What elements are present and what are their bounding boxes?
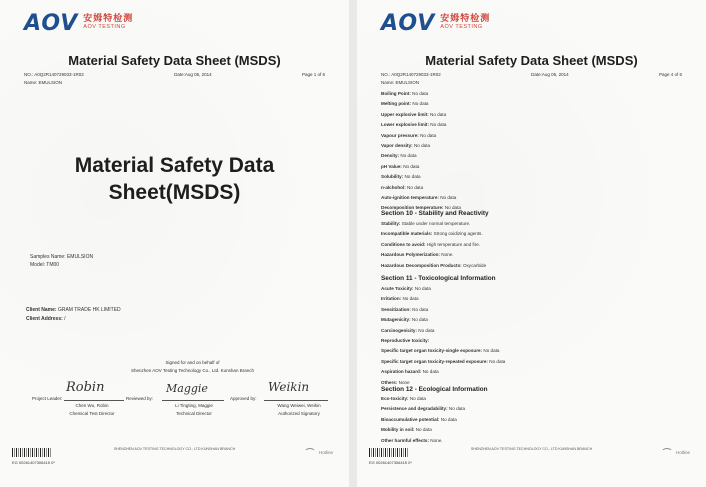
property-value: No data [448,406,466,412]
property-value: No data [403,163,420,169]
property-label: Hazardous Polymerization: [381,252,440,258]
property-value: High temperature and fire. [426,241,481,247]
barcode-number: EG 00261407306415 0* [12,460,55,465]
aov-logo [381,13,490,35]
client-address-label: Client Address: [26,316,63,322]
property-value: No data [412,101,429,107]
logo-mark: AOV [24,11,79,36]
document-page-4 [357,0,706,487]
property-label: Melting point: [381,101,412,107]
property-row [381,296,505,306]
property-row [381,338,505,348]
document-title: Material Safety Data Sheet (MSDS) [425,53,638,68]
property-row [381,263,486,273]
property-value: No data [489,358,506,364]
signatory-name: Wang Weiwei, Weikin [277,403,321,408]
footer-company: SHENZHEN AOV TESTING TECHNOLOGY CO., LTD KUNSHAN BRANCH [470,447,593,451]
property-row [381,396,465,406]
property-label: Eco-toxicity: [381,396,409,401]
section-12-list [381,396,465,448]
report-number: NO.: A0Q2R140729033-1R02 [381,72,441,77]
property-label: Other harmful effects: [381,437,429,443]
property-label: Density: [381,153,400,159]
property-value: No data [440,194,457,200]
property-label: Hazardous Decomposition Products: [381,262,462,268]
property-row [381,112,461,122]
property-row [381,164,461,174]
property-label: Reproductive toxicity: [381,337,430,343]
signatory-name: Li Tingting, Maggie [175,403,213,408]
footer-hotline [661,448,690,457]
section-10-heading: Section 10 - Stability and Reactivity [381,210,489,217]
samples-name: Samples Name: EMULSION [30,254,94,260]
product-name: Name: EMULSION [381,80,420,85]
signed-behalf-line: Signed for and on behalf of [165,360,220,365]
property-label: Acute Toxicity: [381,286,414,291]
signatory-role: Authorized Signatory [278,411,320,416]
property-row [381,91,461,101]
property-label: Specific target organ toxicity-single exposure: [381,348,483,354]
property-value: No data [418,327,435,333]
property-label: Carcinogenicity: [381,327,417,333]
signature-approver [230,378,336,422]
logo-chinese-text: 安姆特检测 [83,14,134,24]
signature-label: Approved by: [230,396,257,401]
property-row [381,221,486,231]
property-value: No data [402,296,419,302]
property-label: Incompatible materials: [381,231,433,237]
property-row [381,417,465,427]
meta-row [381,72,682,77]
property-value: No data [400,153,417,159]
signature-label: Reviewed by: [126,396,154,401]
aov-logo [24,13,133,35]
product-name: Name: EMULSION [24,80,63,85]
property-label: Solubility: [381,174,404,180]
section-10-list [381,221,486,273]
property-value: Oxycarbide [462,262,487,268]
property-value: No data [414,286,431,291]
document-title: Material Safety Data Sheet (MSDS) [68,53,281,68]
property-value: No data [430,111,447,117]
property-value: None. [441,252,454,258]
hotline-text: Hotline [675,450,690,455]
property-row [381,369,505,379]
property-row [381,195,461,205]
section-11-heading: Section 11 - Toxicological Information [381,275,496,282]
property-row [381,328,505,338]
property-label: Lower explosive limit: [381,122,429,128]
barcode [12,448,52,457]
signatory-name: Chen Wu, Robin [75,403,109,408]
property-label: Specific target organ toxicity-repeated exposure: [381,358,488,364]
property-label: Bioaccumulative potential: [381,416,440,422]
client-name-label: Client Name: [26,307,57,313]
property-label: Auto-ignition temperature: [381,194,439,200]
property-row [381,185,461,195]
property-row [381,242,486,252]
property-label: Irritation: [381,296,402,302]
client-address-row [26,316,66,322]
property-label: Mobility in soil: [381,427,415,433]
property-value: No data [483,348,500,354]
report-date: Date:Aug 05, 2014 [531,72,569,77]
property-value: No data [409,396,426,401]
property-value: Stable under normal temperature. [401,221,471,226]
hotline-icon [304,448,316,457]
logo-mark: AOV [381,11,436,36]
property-row [381,317,505,327]
report-date: Date:Aug 05, 2014 [174,72,212,77]
property-row [381,406,465,416]
signatory-role: Technical Director [176,411,212,416]
property-label: Boiling Point: [381,91,411,96]
property-row [381,101,461,111]
physical-properties-list [381,91,461,216]
logo-chinese-text: 安姆特检测 [440,14,491,24]
signature-label: Project Leader: [32,396,63,401]
barcode [369,448,409,457]
client-name-value: GRAM TRADE HK LIMITED [57,307,121,313]
report-number: NO.: A0Q2R140729033-1R02 [24,72,84,77]
signed-company-line: Shenzhen AOV Testing Technology Co., Ltd. Kunshan Branch [131,368,254,373]
property-row [381,174,461,184]
property-label: Conditions to avoid: [381,241,426,247]
property-label: Others: [381,379,398,385]
property-row [381,231,486,241]
handwritten-signature: Maggie [166,382,208,395]
property-value: No data [422,369,439,375]
property-value: None [398,379,410,385]
hotline-text: Hotline [318,450,333,455]
property-label: Sensitization: [381,306,411,312]
property-label: Vapour pressure: [381,132,419,138]
footer-company: SHENZHEN AOV TESTING TECHNOLOGY CO., LTD KUNSHAN BRANCH [113,447,236,451]
property-label: Stability: [381,221,401,226]
hotline-icon [661,448,673,457]
meta-row [24,72,325,77]
property-value: No data [412,91,429,96]
handwritten-signature: Weikin [268,380,310,394]
property-value: No data [440,416,457,422]
signature-project-leader [32,378,124,422]
signature-line [162,400,224,401]
property-row [381,133,461,143]
property-label: Aspiration hazard: [381,369,422,375]
logo-english-text: AOV TESTING [83,24,126,30]
client-address-value: / [64,316,66,322]
property-label: Decomposition temperature: [381,205,444,211]
signature-line [64,400,124,401]
property-row [381,359,505,369]
handwritten-signature: Robin [66,380,105,395]
signatory-role: Chemical Test Director [69,411,115,416]
property-label: Upper explosive limit: [381,111,429,117]
property-row [381,286,505,296]
property-row [381,252,486,262]
property-value: No data [412,306,429,312]
property-label: n-alchohol: [381,184,406,190]
property-row [381,348,505,358]
logo-english-text: AOV TESTING [440,24,483,30]
property-value: No data [404,174,421,180]
page-number: Page 4 of 6 [658,72,682,77]
property-row [381,427,465,437]
property-label: Mutagenicity: [381,317,411,323]
property-row [381,143,461,153]
property-value: No data [407,184,424,190]
property-value: Strong oxidizing agents. [433,231,483,237]
cover-title-line-1: Material Safety Data [74,154,275,177]
barcode-number: EG 00261407306415 0* [369,460,412,465]
client-name-row [26,307,121,313]
page-number: Page 1 of 6 [301,72,325,77]
document-page-cover [0,0,349,487]
model: Model: TM00 [30,262,60,268]
property-label: Persistence and degradability: [381,406,448,412]
cover-title-line-2: Sheet(MSDS) [108,181,241,204]
footer-hotline [304,448,333,457]
section-12-heading: Section 12 - Ecological Information [381,386,488,393]
property-value: None. [430,437,443,443]
property-value: No data [420,132,437,138]
property-value: No data [444,205,461,211]
cover-title [0,152,349,206]
property-row [381,122,461,132]
property-label: pH Value: [381,163,402,169]
signature-reviewer [126,378,226,422]
property-value: No data [413,142,431,148]
property-value: No data [430,122,447,128]
signature-line [264,400,328,401]
property-row [381,307,505,317]
section-11-list [381,286,505,390]
property-label: Vapor density: [381,142,413,148]
property-value: No data [411,317,428,323]
property-value: No data [415,427,432,433]
property-row [381,153,461,163]
